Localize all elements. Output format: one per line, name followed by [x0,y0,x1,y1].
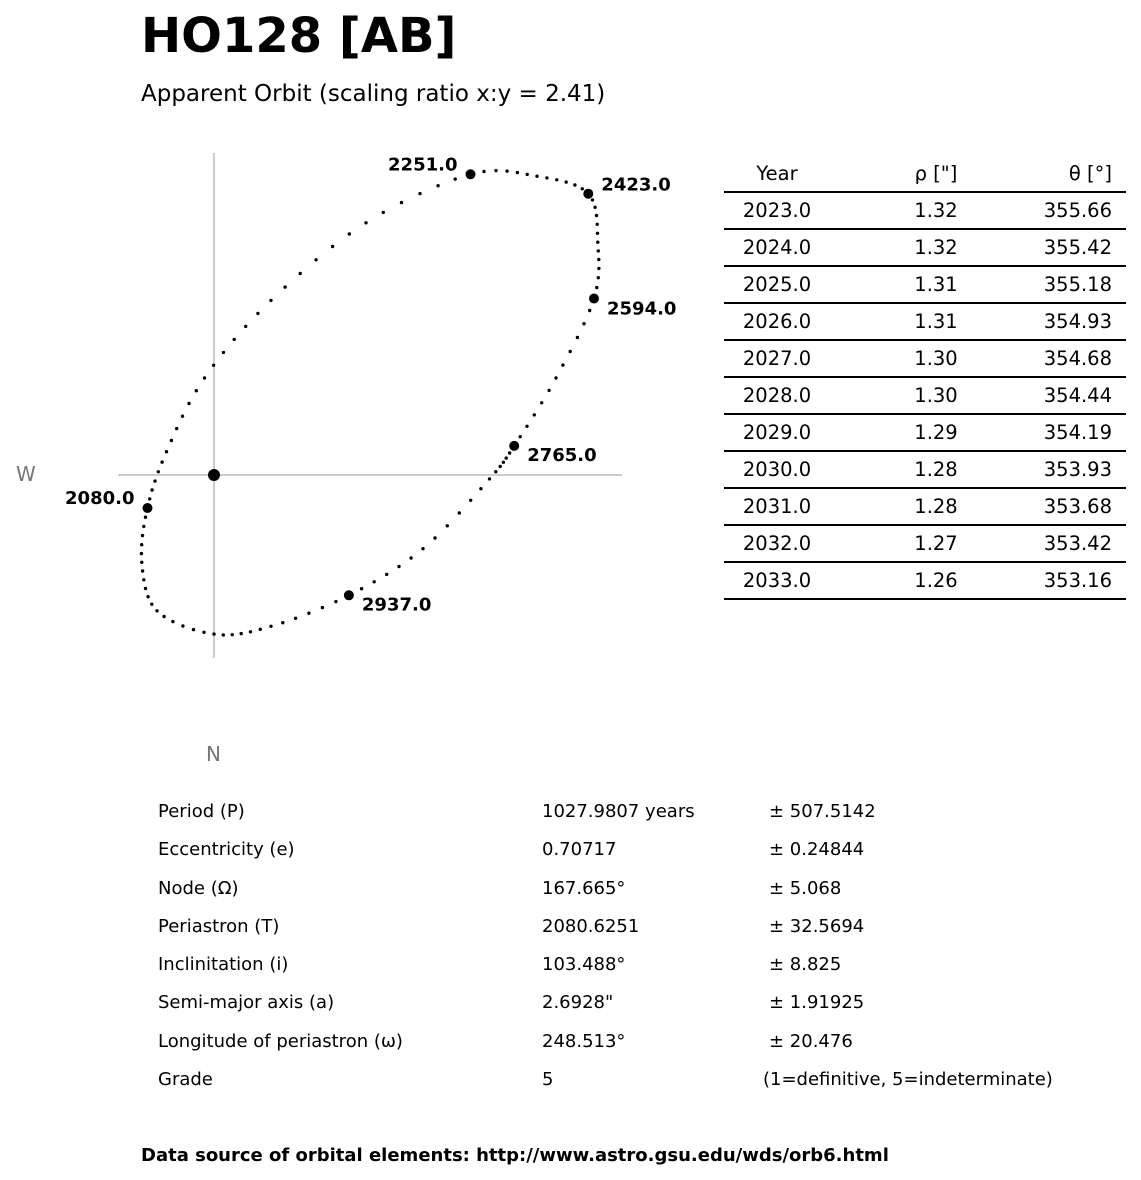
orbit-point [597,267,600,270]
orbit-point [597,249,600,252]
element-error: ± 8.825 [769,954,842,976]
orbit-point [535,175,538,178]
table-row [724,340,1126,377]
element-error: (1=definitive, 5=indeterminate) [763,1069,1053,1091]
orbit-point [269,625,272,628]
cell-theta: 353.93 [1042,451,1126,488]
orbit-point [259,628,262,631]
orbit-point [140,543,143,546]
col-theta-header: θ [°] [1042,155,1126,192]
orbit-point [385,573,388,576]
orbit-point [499,465,502,468]
element-name: Eccentricity (e) [158,839,295,861]
orbit-point [162,615,165,618]
table-row [724,562,1126,599]
element-name: Period (P) [158,801,245,822]
orbit-point [249,630,252,633]
orbit-point [561,363,564,366]
orbit-point [458,511,461,514]
orbit-point [231,633,234,636]
cell-rho: 1.30 [830,340,1042,377]
orbit-point [533,413,536,416]
orbit-point [554,376,557,379]
orbit-point [141,534,144,537]
data-source-note: Data source of orbital elements: http://www.astro.gsu.edu/wds/orb6.html [141,1145,889,1166]
epoch-marker [509,441,519,451]
cell-rho: 1.31 [830,266,1042,303]
orbit-point [526,173,529,176]
cell-rho: 1.29 [830,414,1042,451]
orbit-point [142,578,145,581]
element-row [158,870,1118,908]
cell-rho: 1.28 [830,488,1042,525]
cell-year: 2027.0 [724,340,830,377]
orbit-point [150,603,153,606]
element-value: 167.665° [542,877,626,899]
cell-rho: 1.32 [830,192,1042,229]
orbit-point [479,487,482,490]
orbit-point [555,178,558,181]
epoch-marker [589,294,599,304]
cell-year: 2024.0 [724,229,830,266]
orbit-point [140,561,143,564]
cell-theta: 354.93 [1042,303,1126,340]
orbit-point [588,309,591,312]
epoch-markers [65,154,676,615]
cell-year: 2030.0 [724,451,830,488]
orbit-point [596,241,599,244]
orbit-point [565,180,568,183]
cell-rho: 1.31 [830,303,1042,340]
orbit-point [494,169,497,172]
orbit-point [597,258,600,261]
orbit-point [153,479,156,482]
element-name: Inclinitation (i) [158,954,289,976]
element-value: 2080.6251 [542,915,640,937]
table-row [724,303,1126,340]
orbit-point [597,276,600,279]
cell-theta: 353.42 [1042,525,1126,562]
table-row [724,192,1126,229]
table-row [724,525,1126,562]
element-row [158,984,1118,1022]
orbit-point [212,364,215,367]
orbit-point [382,211,385,214]
cell-year: 2026.0 [724,303,830,340]
orbit-point [545,176,548,179]
orbit-point [397,565,400,568]
orbit-point [409,556,412,559]
cell-theta: 354.68 [1042,340,1126,377]
cell-year: 2031.0 [724,488,830,525]
orbit-point [170,439,173,442]
orbit-point [400,201,403,204]
cell-theta: 355.66 [1042,192,1126,229]
orbit-point [321,606,324,609]
orbit-point [212,632,215,635]
orbit-point [192,628,195,631]
element-error: ± 1.91925 [769,992,865,1014]
cell-year: 2033.0 [724,562,830,599]
cell-theta: 354.44 [1042,377,1126,414]
orbit-point [202,631,205,634]
element-value: 2.6928" [542,992,614,1014]
orbit-path [140,169,601,637]
table-header-row [724,155,1126,192]
cell-year: 2023.0 [724,192,830,229]
orbit-point [157,470,160,473]
epoch-marker [466,169,476,179]
orbit-point [222,351,225,354]
epoch-label: 2937.0 [361,594,432,616]
orbit-point [582,322,585,325]
orbit-point [505,456,508,459]
cell-theta: 355.42 [1042,229,1126,266]
table-row [724,229,1126,266]
orbit-point [269,299,272,302]
orbit-point [469,499,472,502]
orbit-point [591,198,594,201]
ephemeris-table [724,155,1126,600]
cell-year: 2032.0 [724,525,830,562]
col-year-header: Year [724,155,830,192]
orbit-point [281,621,284,624]
orbit-point [547,389,550,392]
orbit-point [454,177,457,180]
orbit-point [144,516,147,519]
page-subtitle: Apparent Orbit (scaling ratio x:y = 2.41) [141,81,606,107]
orbit-point [576,336,579,339]
orbit-point [203,376,206,379]
element-error: ± 32.5694 [769,915,865,937]
orbit-point [593,206,596,209]
orbit-point [482,170,485,173]
element-name: Node (Ω) [158,877,239,899]
orbit-point [433,536,436,539]
cell-rho: 1.28 [830,451,1042,488]
orbit-point [148,497,151,500]
epoch-label: 2251.0 [388,154,458,176]
cell-theta: 354.19 [1042,414,1126,451]
north-axis-label: N [206,742,221,766]
cell-rho: 1.27 [830,525,1042,562]
orbit-point [446,524,449,527]
orbit-point [331,245,334,248]
orbit-point [240,632,243,635]
orbit-point [373,580,376,583]
orbit-point [299,272,302,275]
orbit-point [516,171,519,174]
cell-theta: 353.16 [1042,562,1126,599]
cell-rho: 1.30 [830,377,1042,414]
orbit-point [436,184,439,187]
epoch-marker [143,503,153,513]
orbit-point [595,286,598,289]
cell-rho: 1.32 [830,229,1042,266]
orbit-point [307,612,310,615]
element-error: ± 0.24844 [769,839,865,861]
orbit-point [150,488,153,491]
element-row [158,908,1118,946]
orbit-point [348,232,351,235]
element-value: 1027.9807 years [542,801,695,822]
epoch-label: 2594.0 [607,298,677,320]
element-error: ± 20.476 [769,1030,853,1052]
orbit-point [155,609,158,612]
orbit-point [146,595,149,598]
cell-rho: 1.26 [830,562,1042,599]
orbit-point [165,450,168,453]
orbit-point [334,600,337,603]
element-name: Semi-major axis (a) [158,992,335,1014]
orbit-point [187,402,190,405]
element-value: 0.70717 [542,839,617,861]
cell-year: 2028.0 [724,377,830,414]
epoch-marker [583,189,593,199]
orbit-point [569,350,572,353]
orbit-point [314,258,317,261]
element-value: 248.513° [542,1030,626,1052]
orbit-point [595,214,598,217]
table-row [724,266,1126,303]
epoch-label: 2080.0 [65,488,135,509]
orbit-plot [0,0,700,780]
orbit-point [256,312,259,315]
cell-year: 2025.0 [724,266,830,303]
element-row [158,793,1118,831]
orbit-point [502,461,505,464]
orbit-point [573,183,576,186]
orbit-point [596,223,599,226]
col-rho-header: ρ ["] [830,155,1042,192]
cell-theta: 355.18 [1042,266,1126,303]
element-name: Periastron (T) [158,915,280,937]
epoch-marker [344,590,354,600]
element-error: ± 5.068 [769,877,842,899]
orbit-point [181,624,184,627]
page-title: HO128 [AB] [141,8,457,64]
orbit-point [222,633,225,636]
element-row [158,831,1118,869]
orbit-point [294,617,297,620]
table-row [724,377,1126,414]
orbit-point [233,338,236,341]
orbit-point [144,587,147,590]
table-row [724,451,1126,488]
cell-year: 2029.0 [724,414,830,451]
west-axis-label: W [16,462,36,486]
orbit-point [581,187,584,190]
orbit-point [142,525,145,528]
element-name: Grade [158,1069,213,1091]
element-value: 103.488° [542,954,626,976]
orbit-point [525,425,528,428]
orbit-point [508,451,511,454]
orbit-point [364,221,367,224]
element-name: Longitude of periastron (ω) [158,1030,403,1052]
epoch-label: 2423.0 [601,174,671,196]
orbit-point [195,389,198,392]
orbit-point [175,427,178,430]
orbit-point [505,169,508,172]
orbit-point [494,470,497,473]
orbit-point [244,325,247,328]
orbit-point [519,435,522,438]
epoch-label: 2765.0 [527,444,597,466]
orbital-elements [158,793,1118,1099]
element-error: ± 507.5142 [769,801,876,822]
element-row [158,946,1118,984]
orbit-point [171,620,174,623]
table-row [724,414,1126,451]
orbit-point [160,460,163,463]
element-value: 5 [542,1069,554,1091]
orbit-point [540,401,543,404]
table-row [724,488,1126,525]
cell-theta: 353.68 [1042,488,1126,525]
orbit-point [360,587,363,590]
orbit-point [418,192,421,195]
orbit-point [181,415,184,418]
orbit-point [596,232,599,235]
orbit-point [283,285,286,288]
orbit-point [141,569,144,572]
element-row [158,1023,1118,1061]
orbit-point [140,552,143,555]
primary-star-marker [208,469,220,481]
orbit-point [488,477,491,480]
element-row [158,1061,1118,1099]
orbit-point [421,547,424,550]
